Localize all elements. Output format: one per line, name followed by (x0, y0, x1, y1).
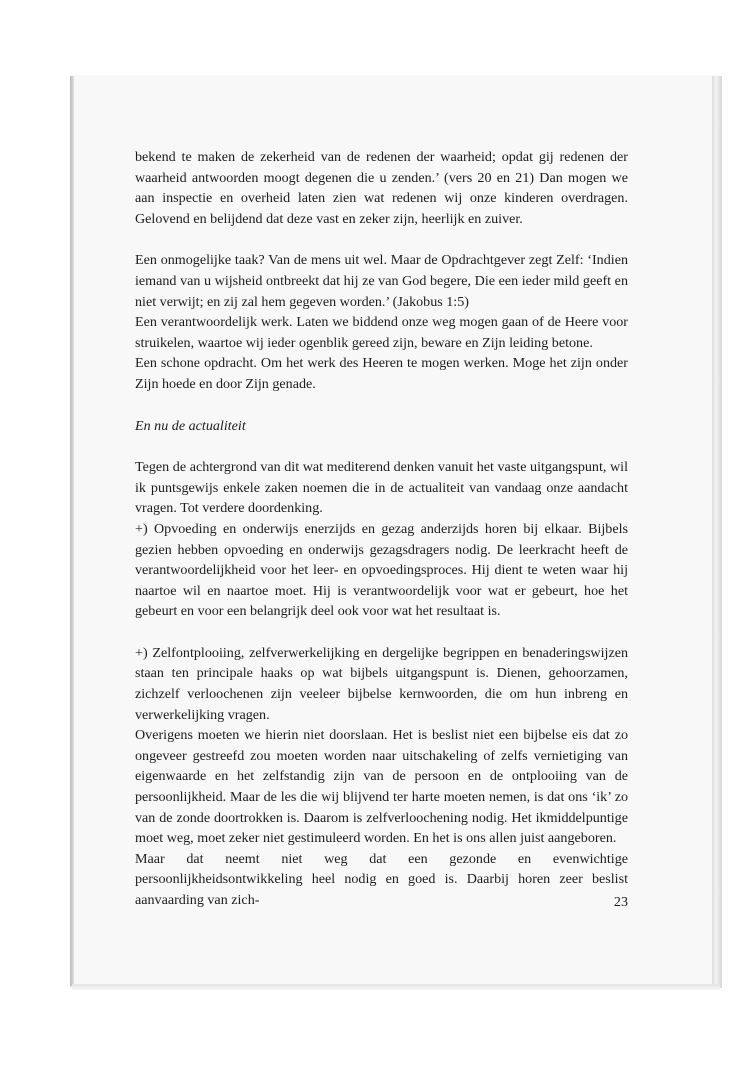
section-heading: En nu de actualiteit (135, 417, 246, 434)
paragraph: Een verantwoordelijk werk. Laten we biddend onze weg mogen gaan of de Heere voor struikelen, waartoe wij ieder ogenblik gereed zijn, beware en Zijn leiding betone. (135, 314, 628, 351)
paragraph: Tegen de achtergrond van dit wat mediterend denken vanuit het vaste uitgangspunt, wil ik puntsgewijs enkele zaken noemen die in de actualiteit van vandaag onze aandacht vragen. Tot verdere doordenking. (135, 459, 628, 517)
paragraph: Een onmogelijke taak? Van de mens uit wel. Maar de Opdrachtgever zegt Zelf: ‘Indien iemand van u wijsheid ontbreekt dat hij ze van God begere, Die een ieder mild geeft en niet verwijt; en zij zal hem gegeven worden.’ (Jakobus 1:5) (135, 252, 628, 310)
page-edge-right (712, 76, 722, 988)
paragraph: bekend te maken de zekerheid van de redenen der waarheid; opdat gij redenen der waarheid antwoorden moogt degenen die u zenden.’ (vers 20 en 21) Dan mogen we aan inspectie en overheid laten zien wat redenen wij onze kinderen overdragen. Gelovend en belijdend dat deze vast en zeker zijn, heerlijk en zuiver. (135, 149, 628, 227)
book-spine (70, 76, 74, 986)
paragraph: Overigens moeten we hierin niet doorslaan. Het is beslist niet een bijbelse eis dat zo ongeveer gestreefd zou moeten worden naar uitschakeling of zelfs vernietiging van eigenwaarde en het zelfstandig zijn van de persoon en de ontplooiing van de persoonlijkheid. Maar de les die wij blijvend ter harte moeten nemen, is dat ons ‘ik’ zo van de zonde doortrokken is. Daarom is zelfverloochening nodig. Het ikmiddelpuntige moet weg, moet zeker niet gestimuleerd worden. En het is ons allen juist aangeboren. (135, 727, 628, 847)
page-number: 23 (613, 894, 628, 910)
paragraph: +) Zelfontplooiing, zelfverwerkelijking en dergelijke begrippen en benaderingswijzen staan ten principale haaks op wat bijbels uitgangspunt is. Dienen, gehoorzamen, zichzelf verloochenen zijn veeleer bijbelse kernwoorden, die om hun inbreng en verwerkelijking vragen. (135, 644, 628, 723)
page-edge-bottom (72, 984, 720, 990)
paragraph: Een schone opdracht. Om het werk des Heeren te mogen werken. Moge het zijn onder Zijn hoede en door Zijn genade. (135, 355, 628, 392)
paragraph: Maar dat neemt niet weg dat een gezonde en evenwichtige persoonlijkheidsontwikkeling heel nodig en goed is. Daarbij horen zeer beslist aanvaarding van zich- (135, 850, 628, 908)
paragraph: +) Opvoeding en onderwijs enerzijds en gezag anderzijds horen bij elkaar. Bijbels gezien hebben opvoeding en onderwijs gezagsdragers nodig. De leerkracht heeft de verantwoordelijkheid voor het leer- en opvoedingsproces. Hij dient te weten waar hij naartoe wil en naartoe moet. Hij is verantwoordelijk voor wat er gebeurt, hoe het gebeurt en voor een belangrijk deel ook voor wat het resultaat is. (135, 520, 628, 620)
body-text (135, 147, 628, 911)
